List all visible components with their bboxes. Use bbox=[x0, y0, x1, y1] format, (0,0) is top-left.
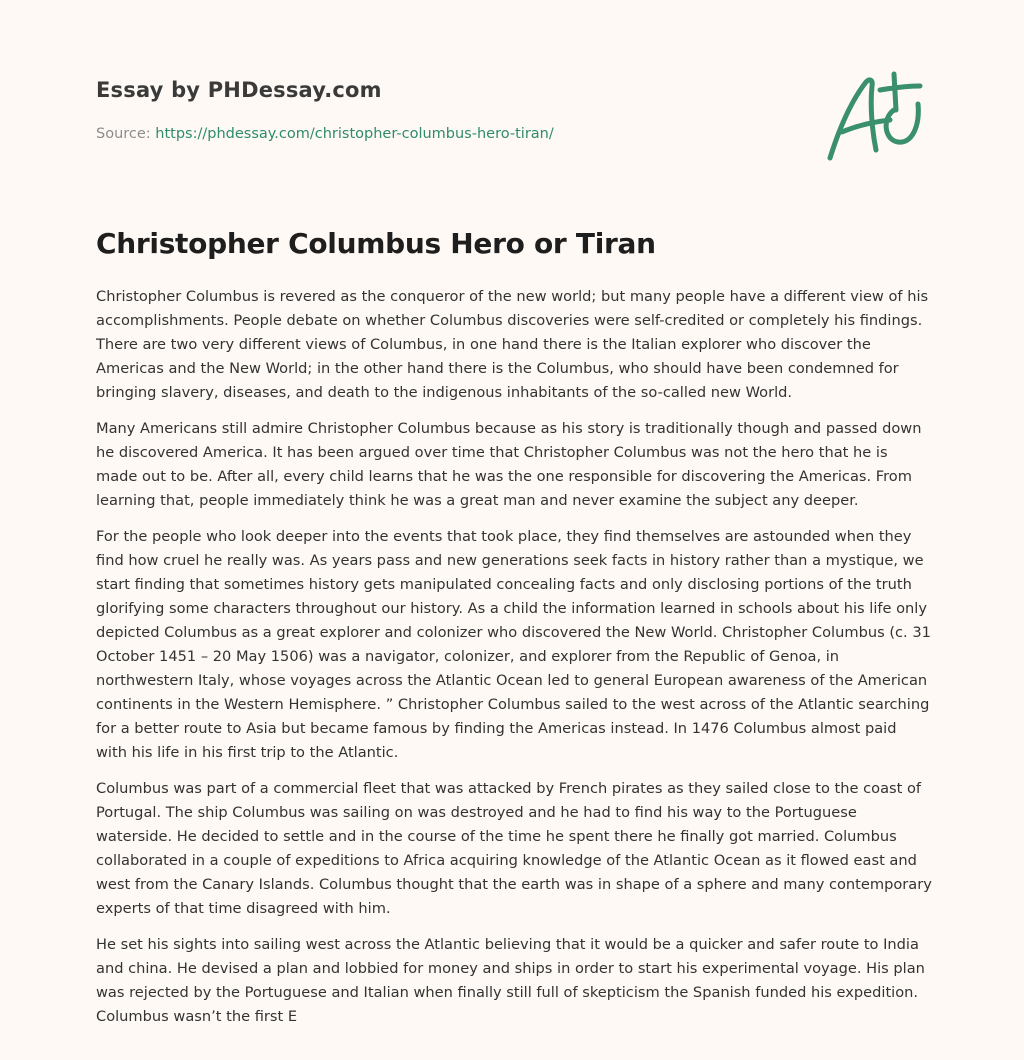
brand-title: Essay by PHDessay.com bbox=[96, 78, 382, 102]
essay-header bbox=[96, 76, 756, 144]
source-label: Source: bbox=[96, 126, 151, 142]
a-plus-logo-icon bbox=[820, 66, 930, 166]
source-link[interactable]: https://phdessay.com/christopher-columbus-hero-tiran/ bbox=[155, 126, 554, 142]
essay-paragraph: For the people who look deeper into the events that took place, they find themselves are astounded when they find how cruel he really was. As years pass and new generations seek facts in history rather than a mystique, we start finding that sometimes history gets manipulated concealing facts and only disclosing portions of the truth glorifying some characters throughout our history. As a child the information learned in schools about his life only depicted Columbus as a great explorer and colonizer who discovered the New World. Christopher Columbus (c. 31 October 1451 – 20 May 1506) was a navigator, colonizer, and explorer from the Republic of Genoa, in northwestern Italy, whose voyages across the Atlantic Ocean led to general European awareness of the American continents in the Western Hemisphere. ” Christopher Columbus sailed to the west across of the Atlantic searching for a better route to Asia but became famous by finding the Americas instead. In 1476 Columbus almost paid with his life in his first trip to the Atlantic. bbox=[96, 528, 931, 761]
essay-title: Christopher Columbus Hero or Tiran bbox=[96, 227, 656, 260]
essay-paragraph: He set his sights into sailing west across the Atlantic believing that it would be a quicker and safer route to India and china. He devised a plan and lobbied for money and ships in order to start his experimental voyage. His plan was rejected by the Portuguese and Italian when finally still full of skepticism the Spanish funded his expedition. Columbus wasn’t the first E bbox=[96, 936, 925, 1025]
essay-body bbox=[96, 285, 932, 1041]
source-line bbox=[96, 124, 756, 144]
essay-paragraph: Christopher Columbus is revered as the conqueror of the new world; but many people have a different view of his accomplishments. People debate on whether Columbus discoveries were self-credited or completely his findings. There are two very different views of Columbus, in one hand there is the Italian explorer who discover the Americas and the New World; in the other hand there is the Columbus, who should have been condemned for bringing slavery, diseases, and death to the indigenous inhabitants of the so-called new World. bbox=[96, 288, 929, 401]
essay-paragraph: Columbus was part of a commercial fleet that was attacked by French pirates as they sailed close to the coast of Portugal. The ship Columbus was sailing on was destroyed and he had to find his way to the Portuguese waterside. He decided to settle and in the course of the time he spent there he finally got married. Columbus collaborated in a couple of expeditions to Africa acquiring knowledge of the Atlantic Ocean as it flowed east and west from the Canary Islands. Columbus thought that the earth was in shape of a sphere and many contemporary experts of that time disagreed with him. bbox=[96, 780, 932, 917]
essay-paragraph: Many Americans still admire Christopher Columbus because as his story is traditionally though and passed down he discovered America. It has been argued over time that Christopher Columbus was not the hero that he is made out to be. After all, every child learns that he was the one responsible for discovering the Americas. From learning that, people immediately think he was a great man and never examine the subject any deeper. bbox=[96, 420, 922, 509]
